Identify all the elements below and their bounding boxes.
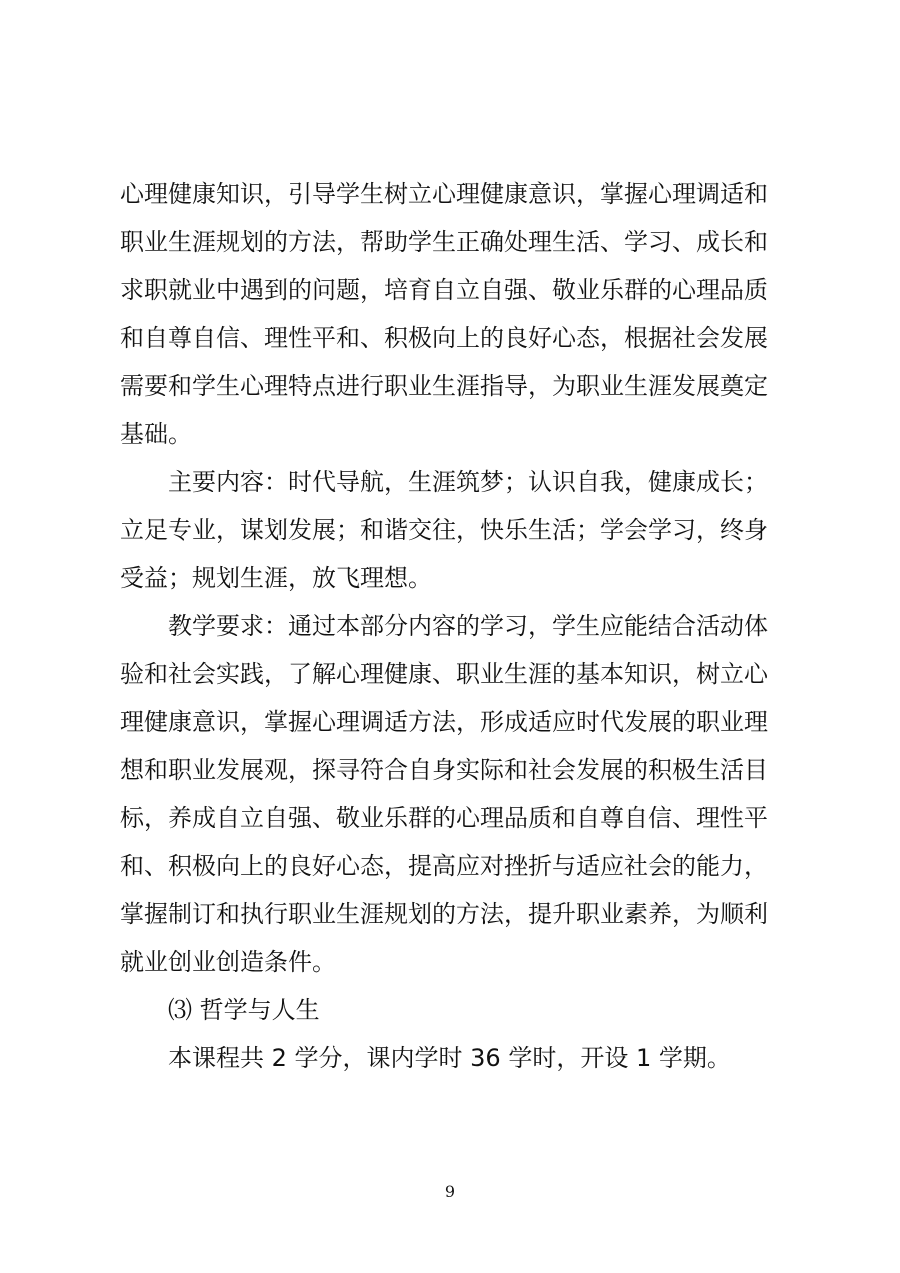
paragraph-line: 主要内容：时代导航，生涯筑梦；认识自我，健康成长； xyxy=(168,468,768,496)
paragraph-line: 和、积极向上的良好心态，提高应对挫折与适应社会的能力， xyxy=(120,852,768,880)
paragraph-line: 和自尊自信、理性平和、积极向上的良好心态，根据社会发展 xyxy=(120,324,768,352)
paragraph-line: 需要和学生心理特点进行职业生涯指导，为职业生涯发展奠定 xyxy=(120,372,768,400)
paragraph-line: 掌握制订和执行职业生涯规划的方法，提升职业素养，为顺利 xyxy=(120,900,768,928)
page-number: 9 xyxy=(444,1182,456,1201)
section-heading: ⑶ 哲学与人生 xyxy=(168,996,320,1024)
paragraph-line: 求职就业中遇到的问题，培育自立自强、敬业乐群的心理品质 xyxy=(120,276,768,304)
paragraph-line: 想和职业发展观，探寻符合自身实际和社会发展的积极生活目 xyxy=(120,756,768,784)
paragraph-line: 就业创业创造条件。 xyxy=(120,948,336,976)
paragraph-line: 受益；规划生涯，放飞理想。 xyxy=(120,564,432,592)
paragraph-line: 心理健康知识，引导学生树立心理健康意识，掌握心理调适和 xyxy=(120,180,768,208)
paragraph-line: 教学要求：通过本部分内容的学习，学生应能结合活动体 xyxy=(168,612,768,640)
paragraph-line: 本课程共 2 学分，课内学时 36 学时，开设 1 学期。 xyxy=(168,1044,731,1072)
paragraph-line: 职业生涯规划的方法，帮助学生正确处理生活、学习、成长和 xyxy=(120,228,768,256)
paragraph-line: 立足专业，谋划发展；和谐交往，快乐生活；学会学习，终身 xyxy=(120,516,768,544)
paragraph-line: 基础。 xyxy=(120,420,192,448)
paragraph-line: 标，养成自立自强、敬业乐群的心理品质和自尊自信、理性平 xyxy=(120,804,768,832)
paragraph-line: 验和社会实践，了解心理健康、职业生涯的基本知识，树立心 xyxy=(120,660,768,688)
paragraph-line: 理健康意识，掌握心理调适方法，形成适应时代发展的职业理 xyxy=(120,708,768,736)
